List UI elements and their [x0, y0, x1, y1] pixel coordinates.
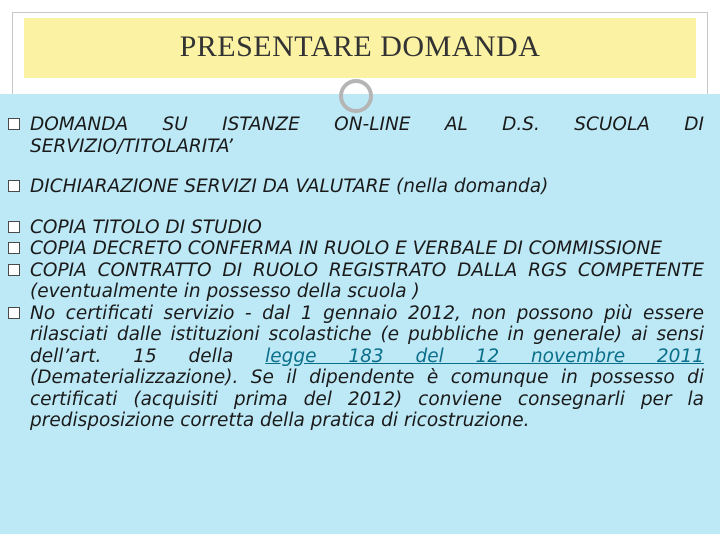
list-item-text: COPIA CONTRATTO DI RUOLO REGISTRATO DALLA RGS COMPETENTE (eventualmente in possesso della scuola ) — [30, 259, 704, 302]
list-item — [8, 260, 704, 303]
list-item-text: COPIA DECRETO CONFERMA IN RUOLO E VERBALE DI COMMISSIONE — [30, 238, 662, 259]
list-item-text: DOMANDA SU ISTANZE ON-LINE AL D.S. SCUOLA DI SERVIZIO/TITOLARITA’ — [30, 114, 704, 157]
checkbox-bullet-icon — [8, 221, 20, 233]
list-item-text: No certificati servizio - dal 1 gennaio 2012, non possono più essere rilasciati dalle istituzioni scolastiche (e pubbliche in generale) ai sensi dell’art. 15 della — [30, 302, 704, 367]
ring-ornament — [339, 79, 373, 113]
law-link[interactable]: legge 183 del 12 novembre 2011 — [265, 345, 704, 367]
bullet-list — [8, 114, 704, 432]
checkbox-bullet-icon — [8, 307, 20, 319]
list-item — [8, 303, 704, 432]
list-item-text: DICHIARAZIONE SERVIZI DA VALUTARE (nella domanda) — [30, 176, 549, 197]
list-item — [8, 114, 704, 157]
checkbox-bullet-icon — [8, 118, 20, 130]
list-item-text: (Dematerializzazione). Se il dipendente è comunque in possesso di certificati (acquisiti prima del 2012) conviene consegnarli per la predisposizione corretta della pratica di ricostruzione. — [30, 367, 704, 431]
list-item — [8, 217, 704, 239]
checkbox-bullet-icon — [8, 242, 20, 254]
list-item — [8, 176, 704, 198]
checkbox-bullet-icon — [8, 264, 20, 276]
list-item-text: COPIA TITOLO DI STUDIO — [30, 216, 262, 238]
slide-title: PRESENTARE DOMANDA — [179, 30, 541, 63]
list-item — [8, 238, 704, 260]
checkbox-bullet-icon — [8, 180, 20, 192]
